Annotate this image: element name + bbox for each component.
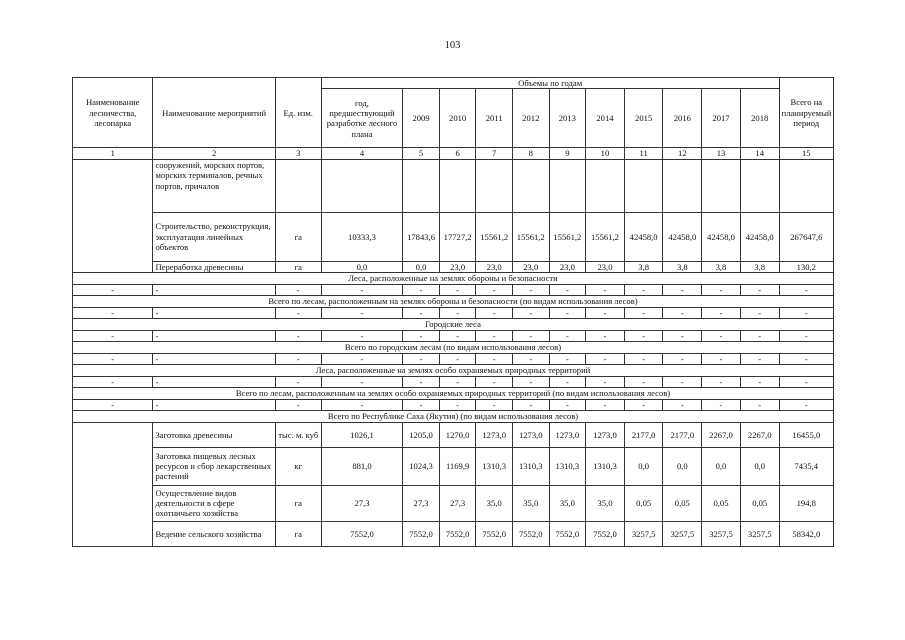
dash-cell: - (153, 330, 275, 341)
year-value: 35,0 (512, 485, 549, 521)
dash-row (73, 353, 834, 364)
year-value: 27,3 (439, 485, 476, 521)
empty-cell (702, 159, 741, 212)
year-value: 2267,0 (702, 422, 741, 447)
year-value: 1205,0 (403, 422, 440, 447)
dash-row (73, 284, 834, 295)
year-value: 1310,3 (586, 447, 625, 485)
year-value: 3,8 (624, 261, 663, 272)
dash-cell: - (586, 353, 625, 364)
table-row-summary (73, 447, 834, 485)
section-title: Леса, расположенные на землях обороны и безопасности (73, 273, 834, 284)
section-row (73, 319, 834, 330)
empty-cell (740, 159, 779, 212)
prev-year-value: 1026,1 (321, 422, 403, 447)
year-value: 17727,2 (439, 212, 476, 261)
table-row-continuation (73, 159, 834, 212)
year-value: 0,0 (403, 261, 440, 272)
year-value: 1273,0 (512, 422, 549, 447)
dash-cell: - (702, 330, 741, 341)
year-value: 0,05 (740, 485, 779, 521)
section-title: Леса, расположенные на землях особо охраняемых природных территорий (73, 365, 834, 376)
dash-cell: - (439, 376, 476, 387)
section-row (73, 365, 834, 376)
dash-cell: - (321, 284, 403, 295)
dash-cell: - (549, 284, 586, 295)
dash-cell: - (403, 330, 440, 341)
dash-cell: - (275, 330, 321, 341)
year-value: 3,8 (663, 261, 702, 272)
section-row (73, 411, 834, 422)
dash-cell: - (403, 307, 440, 318)
dash-cell: - (624, 376, 663, 387)
dash-cell: - (275, 399, 321, 410)
dash-cell: - (549, 376, 586, 387)
dash-cell: - (702, 353, 741, 364)
dash-cell: - (740, 353, 779, 364)
year-value: 7552,0 (439, 521, 476, 546)
dash-cell: - (73, 307, 153, 318)
dash-cell: - (740, 307, 779, 318)
dash-cell: - (476, 353, 513, 364)
dash-cell: - (779, 284, 833, 295)
column-index: 13 (702, 148, 741, 159)
dash-cell: - (439, 399, 476, 410)
dash-cell: - (624, 399, 663, 410)
activity-cell: Осуществление видов деятельности в сфере охотничьего хозяйства (153, 485, 275, 521)
year-value: 1310,3 (549, 447, 586, 485)
dash-cell: - (73, 376, 153, 387)
column-index: 11 (624, 148, 663, 159)
dash-cell: - (439, 284, 476, 295)
dash-row (73, 376, 834, 387)
dash-cell: - (275, 376, 321, 387)
activity-cell: Ведение сельского хозяйства (153, 521, 275, 546)
year-value: 35,0 (476, 485, 513, 521)
year-value: 2177,0 (663, 422, 702, 447)
dash-row (73, 399, 834, 410)
dash-cell: - (512, 399, 549, 410)
dash-cell: - (740, 376, 779, 387)
year-value: 0,05 (663, 485, 702, 521)
dash-cell: - (476, 376, 513, 387)
section-row (73, 342, 834, 353)
header-year: 2016 (663, 89, 702, 148)
dash-cell: - (403, 399, 440, 410)
total-value: 267647,6 (779, 212, 833, 261)
column-index: 4 (321, 148, 403, 159)
prev-year-value: 10333,3 (321, 212, 403, 261)
dash-cell: - (403, 376, 440, 387)
dash-cell: - (476, 307, 513, 318)
empty-cell (275, 159, 321, 212)
year-value: 15561,2 (586, 212, 625, 261)
column-index: 10 (586, 148, 625, 159)
dash-cell: - (624, 284, 663, 295)
dash-cell: - (702, 307, 741, 318)
dash-cell: - (549, 307, 586, 318)
dash-cell: - (702, 399, 741, 410)
dash-cell: - (624, 353, 663, 364)
prev-year-value: 27,3 (321, 485, 403, 521)
section-row (73, 388, 834, 399)
column-index: 15 (779, 148, 833, 159)
column-index: 1 (73, 148, 153, 159)
year-value: 1273,0 (476, 422, 513, 447)
year-value: 0,0 (702, 447, 741, 485)
page-number: 103 (444, 40, 461, 51)
year-value: 42458,0 (663, 212, 702, 261)
year-value: 23,0 (586, 261, 625, 272)
section-title: Городские леса (73, 319, 834, 330)
header-year: 2014 (586, 89, 625, 148)
dash-cell: - (512, 353, 549, 364)
activity-cell: Заготовка пищевых лесных ресурсов и сбор лекарственных растений (153, 447, 275, 485)
year-value: 42458,0 (740, 212, 779, 261)
section-row (73, 273, 834, 284)
dash-cell: - (702, 284, 741, 295)
activity-cell: Заготовка древесины (153, 422, 275, 447)
empty-cell (624, 159, 663, 212)
total-value: 194,8 (779, 485, 833, 521)
dash-cell: - (153, 307, 275, 318)
total-value: 7435,4 (779, 447, 833, 485)
dash-cell: - (624, 307, 663, 318)
dash-cell: - (476, 399, 513, 410)
prev-year-value: 0,0 (321, 261, 403, 272)
column-index: 9 (549, 148, 586, 159)
header-year: 2013 (549, 89, 586, 148)
dash-cell: - (740, 399, 779, 410)
year-value: 1273,0 (549, 422, 586, 447)
column-index: 5 (403, 148, 440, 159)
dash-cell: - (740, 330, 779, 341)
year-value: 23,0 (512, 261, 549, 272)
year-value: 0,05 (624, 485, 663, 521)
dash-cell: - (663, 376, 702, 387)
year-value: 1169,9 (439, 447, 476, 485)
dash-cell: - (439, 330, 476, 341)
table-row-summary (73, 422, 834, 447)
prev-year-value: 7552,0 (321, 521, 403, 546)
dash-cell: - (549, 330, 586, 341)
forestry-cell-empty (73, 159, 153, 272)
dash-cell: - (73, 399, 153, 410)
year-value: 15561,2 (512, 212, 549, 261)
section-title: Всего по лесам, расположенным на землях обороны и безопасности (по видам использования лесов) (73, 296, 834, 307)
dash-cell: - (586, 284, 625, 295)
unit-cell: кг (275, 447, 321, 485)
year-value: 7552,0 (476, 521, 513, 546)
dash-cell: - (663, 330, 702, 341)
column-index: 6 (439, 148, 476, 159)
table-row-summary (73, 485, 834, 521)
column-index-row (73, 148, 834, 159)
dash-cell: - (512, 376, 549, 387)
table-row-summary (73, 521, 834, 546)
table-row-processing (73, 261, 834, 272)
year-value: 35,0 (586, 485, 625, 521)
header-volumes-group: Объемы по годам (321, 78, 779, 89)
dash-cell: - (275, 353, 321, 364)
year-value: 3,8 (740, 261, 779, 272)
column-index: 2 (153, 148, 275, 159)
year-value: 1310,3 (476, 447, 513, 485)
dash-row (73, 307, 834, 318)
header-unit: Ед. изм. (275, 78, 321, 148)
year-value: 1024,3 (403, 447, 440, 485)
year-value: 1270,0 (439, 422, 476, 447)
total-value: 16455,0 (779, 422, 833, 447)
year-value: 7552,0 (549, 521, 586, 546)
column-index: 12 (663, 148, 702, 159)
dash-cell: - (586, 330, 625, 341)
dash-cell: - (153, 376, 275, 387)
year-value: 1310,3 (512, 447, 549, 485)
header-year: 2009 (403, 89, 440, 148)
dash-cell: - (663, 399, 702, 410)
year-value: 3257,5 (663, 521, 702, 546)
year-value: 42458,0 (624, 212, 663, 261)
dash-cell: - (73, 284, 153, 295)
year-value: 3,8 (702, 261, 741, 272)
dash-cell: - (321, 307, 403, 318)
unit-cell: га (275, 212, 321, 261)
empty-cell (779, 159, 833, 212)
dash-cell: - (321, 399, 403, 410)
year-value: 0,05 (702, 485, 741, 521)
section-row (73, 296, 834, 307)
dash-cell: - (779, 376, 833, 387)
activity-cell: Строительство, реконструкция, эксплуатация линейных объектов (153, 212, 275, 261)
year-value: 0,0 (740, 447, 779, 485)
forest-use-volumes-table (72, 77, 834, 547)
dash-cell: - (740, 284, 779, 295)
year-value: 3257,5 (624, 521, 663, 546)
year-value: 15561,2 (476, 212, 513, 261)
year-value: 42458,0 (702, 212, 741, 261)
dash-cell: - (549, 399, 586, 410)
empty-cell (512, 159, 549, 212)
year-value: 23,0 (439, 261, 476, 272)
dash-cell: - (663, 307, 702, 318)
dash-cell: - (321, 330, 403, 341)
empty-cell (403, 159, 440, 212)
dash-cell: - (663, 284, 702, 295)
unit-cell: га (275, 261, 321, 272)
header-forestry: Наименование лесничества, лесопарка (73, 78, 153, 148)
year-value: 3257,5 (702, 521, 741, 546)
year-value: 1273,0 (586, 422, 625, 447)
dash-cell: - (275, 307, 321, 318)
dash-cell: - (439, 353, 476, 364)
prev-year-value: 881,0 (321, 447, 403, 485)
unit-cell: га (275, 485, 321, 521)
dash-cell: - (153, 399, 275, 410)
empty-cell (549, 159, 586, 212)
dash-row (73, 330, 834, 341)
dash-cell: - (586, 399, 625, 410)
dash-cell: - (512, 307, 549, 318)
dash-cell: - (73, 330, 153, 341)
unit-cell: га (275, 521, 321, 546)
dash-cell: - (512, 284, 549, 295)
unit-cell: тыс. м. куб (275, 422, 321, 447)
dash-cell: - (275, 284, 321, 295)
year-value: 0,0 (624, 447, 663, 485)
year-value: 23,0 (549, 261, 586, 272)
header-year: 2011 (476, 89, 513, 148)
dash-cell: - (73, 353, 153, 364)
dash-cell: - (586, 307, 625, 318)
empty-cell (586, 159, 625, 212)
table-row-construction (73, 212, 834, 261)
dash-cell: - (512, 330, 549, 341)
header-year: 2017 (702, 89, 741, 148)
dash-cell: - (153, 284, 275, 295)
dash-cell: - (779, 330, 833, 341)
total-value: 130,2 (779, 261, 833, 272)
dash-cell: - (779, 399, 833, 410)
dash-cell: - (403, 353, 440, 364)
dash-cell: - (476, 284, 513, 295)
dash-cell: - (702, 376, 741, 387)
forestry-cell-empty (73, 422, 153, 546)
year-value: 7552,0 (512, 521, 549, 546)
header-year: 2018 (740, 89, 779, 148)
dash-cell: - (779, 353, 833, 364)
header-year: 2015 (624, 89, 663, 148)
dash-cell: - (663, 353, 702, 364)
dash-cell: - (624, 330, 663, 341)
activity-cell: сооружений, морских портов, морских терминалов, речных портов, причалов (153, 159, 275, 212)
column-index: 3 (275, 148, 321, 159)
section-title: Всего по Республике Саха (Якутия) (по видам использования лесов) (73, 411, 834, 422)
dash-cell: - (476, 330, 513, 341)
year-value: 15561,2 (549, 212, 586, 261)
header-activity: Наименование мероприятий (153, 78, 275, 148)
year-value: 23,0 (476, 261, 513, 272)
dash-cell: - (321, 353, 403, 364)
header-total: Всего на планируемый период (779, 78, 833, 148)
column-index: 8 (512, 148, 549, 159)
year-value: 7552,0 (586, 521, 625, 546)
empty-cell (321, 159, 403, 212)
year-value: 2267,0 (740, 422, 779, 447)
header-prev-year: год, предшествующий разработке лесного плана (321, 89, 403, 148)
dash-cell: - (403, 284, 440, 295)
section-title: Всего по городским лесам (по видам использования лесов) (73, 342, 834, 353)
activity-cell: Переработка древесины (153, 261, 275, 272)
column-index: 7 (476, 148, 513, 159)
empty-cell (439, 159, 476, 212)
year-value: 0,0 (663, 447, 702, 485)
dash-cell: - (321, 376, 403, 387)
dash-cell: - (586, 376, 625, 387)
header-year: 2012 (512, 89, 549, 148)
header-year: 2010 (439, 89, 476, 148)
year-value: 17843,6 (403, 212, 440, 261)
column-index: 14 (740, 148, 779, 159)
year-value: 35,0 (549, 485, 586, 521)
section-title: Всего по лесам, расположенным на землях особо охраняемых природных территорий (по видам использования лесов) (73, 388, 834, 399)
year-value: 27,3 (403, 485, 440, 521)
dash-cell: - (779, 307, 833, 318)
header-row-top (73, 78, 834, 89)
dash-cell: - (439, 307, 476, 318)
year-value: 3257,5 (740, 521, 779, 546)
total-value: 58342,0 (779, 521, 833, 546)
empty-cell (476, 159, 513, 212)
dash-cell: - (153, 353, 275, 364)
dash-cell: - (549, 353, 586, 364)
year-value: 2177,0 (624, 422, 663, 447)
empty-cell (663, 159, 702, 212)
year-value: 7552,0 (403, 521, 440, 546)
